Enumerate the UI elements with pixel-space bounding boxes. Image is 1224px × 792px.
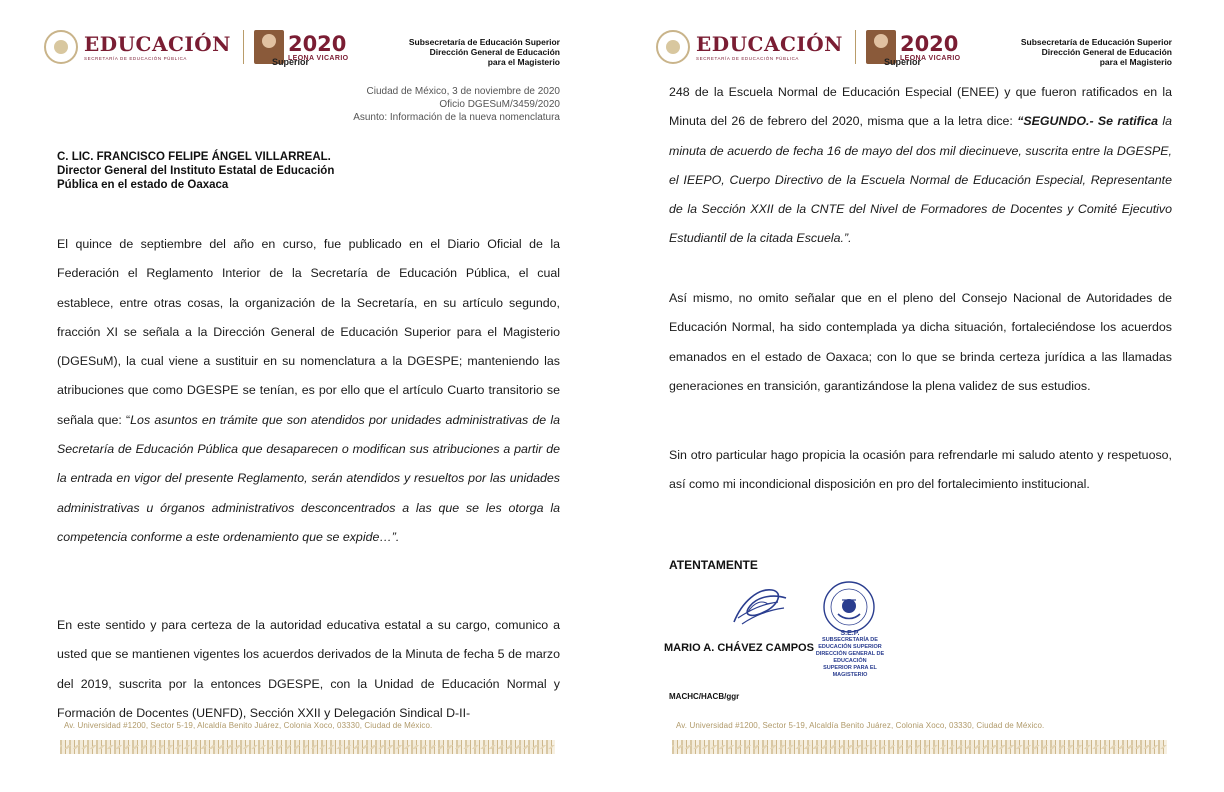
addressee-block xyxy=(57,150,457,192)
year-subtitle: LEONA VICARIO xyxy=(287,54,349,62)
stamp-line-3: SUPERIOR PARA EL MAGISTERIO xyxy=(823,665,877,678)
header-logos xyxy=(44,30,349,67)
addressee-title-1: Director General del Instituto Estatal de Educación xyxy=(57,165,335,177)
department-header xyxy=(360,37,560,67)
paragraph-3-quote-bold: “SEGUNDO.- Se ratifica xyxy=(1017,114,1159,129)
sep-logo xyxy=(84,31,231,61)
stamp-line-1: SUBSECRETARÍA DE EDUCACIÓN SUPERIOR xyxy=(818,637,882,650)
paragraph-3 xyxy=(669,78,1172,254)
year-number: 2020 xyxy=(287,31,347,56)
addressee-title-2: Pública en el estado de Oaxaca xyxy=(57,179,229,191)
paragraph-1-close-quote: ”. xyxy=(391,529,400,544)
paragraph-5-text: Sin otro particular hago propicia la ocasión para refrendarle mi saludo atento y respetuoso, así como mi incondicional disposición en pro del fortalecimiento institucional. xyxy=(669,448,1172,492)
superior-label: Superior xyxy=(271,56,309,67)
year-subtitle: LEONA VICARIO xyxy=(899,54,961,62)
signer-name: MARIO A. CHÁVEZ CAMPOS xyxy=(664,642,814,654)
year-logo xyxy=(271,31,349,67)
letter-metadata xyxy=(260,85,560,124)
footer-address: Av. Universidad #1200, Sector 5-19, Alcaldía Benito Juárez, Colonia Xoco, 03330, Ciudad de México. xyxy=(64,721,433,730)
dept-line-1: Subsecretaría de Educación Superior xyxy=(408,37,560,47)
paragraph-1-text: El quince de septiembre del año en curso, fue publicado en el Diario Oficial de la Federación el Reglamento Interior de la Secretaría de Educación Pública, el cual establece, entre otras cosas, la organización de la Secretaría, en su artículo segundo, fracción XI se señala a la Dirección General de Educación Superior para el Magisterio (DGESuM), la cual viene a sustituir en su nomenclatura a la DGESPE; manteniendo las atribuciones que como DGESPE se tenían, es por ello que el artículo Cuarto transitorio se señala que: “ xyxy=(57,237,560,427)
national-seal-icon xyxy=(44,30,78,64)
paragraph-3-quote: la minuta de acuerdo de fecha 16 de mayo del dos mil diecinueve, suscrita entre la DGESPE, el IEEPO, Cuerpo Directivo de la Escuela Normal de Educación Especial, Representante de la Sección XXII de la CNTE del Nivel de Formadores de Docentes y Comité Ejecutivo Estudiantil de la citada Escuela. xyxy=(669,114,1172,246)
paragraph-1-quote: Los asuntos en trámite que son atendidos por unidades administrativas de la Secretaría de Educación Pública que desaparecen o modifican sus atribuciones a partir de la entrada en vigor del presente Reglamento, serán atendidos y resueltos por las unidades administrativas u órganos administrativos desconcentrados a las que se les otorga la competencia conforme a este ordenamiento que se expide… xyxy=(57,412,561,544)
handwritten-signature xyxy=(728,582,792,630)
header-logos xyxy=(656,30,961,67)
dept-line-3: para el Magisterio xyxy=(487,57,560,67)
header-divider xyxy=(243,30,244,64)
department-header xyxy=(972,37,1172,67)
footer-ornament xyxy=(672,740,1167,754)
addressee-name: C. LIC. FRANCISCO FELIPE ÁNGEL VILLARREAL. xyxy=(57,151,331,163)
paragraph-2-text: En este sentido y para certeza de la autoridad educativa estatal a su cargo, comunico a usted que se mantienen vigentes los acuerdos derivados de la Minuta de fecha 5 de marzo del 2019, suscrita por la entonces DGESPE, con la Unidad de Educación Normal y Formación de Docentes (UENFD), Sección XXII y Delegación Sindical D-II- xyxy=(57,618,560,720)
footer-address: Av. Universidad #1200, Sector 5-19, Alcaldía Benito Juárez, Colonia Xoco, 03330, Ciudad de México. xyxy=(676,721,1045,730)
year-logo xyxy=(883,31,961,67)
paragraph-5 xyxy=(669,441,1172,500)
header-divider xyxy=(855,30,856,64)
paragraph-2 xyxy=(57,611,560,728)
national-seal-icon xyxy=(656,30,690,64)
letter-page-2 xyxy=(612,0,1224,792)
paragraph-3-text: 248 de la Escuela Normal de Educación Especial (ENEE) y que fueron ratificados en la Minuta del 26 de febrero del 2020, misma que a la letra dice: xyxy=(669,85,1172,129)
stamp-sep: S.E.P. xyxy=(840,630,860,637)
stamp-line-2: DIRECCIÓN GENERAL DE EDUCACIÓN xyxy=(815,651,885,664)
paragraph-3-close-quote: ”. xyxy=(843,231,852,246)
closing-atentamente: ATENTAMENTE xyxy=(669,558,758,572)
edu-subtitle: SECRETARÍA DE EDUCACIÓN PÚBLICA xyxy=(696,55,800,61)
place-date: Ciudad de México, 3 de noviembre de 2020 xyxy=(366,86,560,97)
superior-label: Superior xyxy=(883,56,921,67)
dept-line-2: Dirección General de Educación xyxy=(1041,47,1172,57)
dept-line-3: para el Magisterio xyxy=(1099,57,1172,67)
reference-initials: MACHC/HACB/ggr xyxy=(669,692,740,701)
paragraph-4 xyxy=(669,284,1172,401)
dept-line-2: Dirección General de Educación xyxy=(429,47,560,57)
subject-line: Asunto: Información de la nueva nomenclatura xyxy=(353,112,560,123)
oficio-number: Oficio DGESuM/3459/2020 xyxy=(439,99,560,110)
sep-logo xyxy=(696,31,843,61)
footer-ornament xyxy=(60,740,555,754)
year-number: 2020 xyxy=(899,31,959,56)
dept-line-1: Subsecretaría de Educación Superior xyxy=(1020,37,1172,47)
edu-subtitle: SECRETARÍA DE EDUCACIÓN PÚBLICA xyxy=(84,55,188,61)
edu-title: EDUCACIÓN xyxy=(84,31,231,56)
edu-title: EDUCACIÓN xyxy=(696,31,843,56)
stamp-label xyxy=(805,630,895,679)
paragraph-1 xyxy=(57,230,560,552)
paragraph-4-text: Así mismo, no omito señalar que en el pleno del Consejo Nacional de Autoridades de Educación Normal, ha sido contemplada ya dicha situación, fortaleciéndose los acuerdos emanados en el estado de Oaxaca; con lo que se brinda certeza jurídica a las llamadas generaciones en transición, garantizándose la plena validez de sus estudios. xyxy=(669,291,1172,393)
